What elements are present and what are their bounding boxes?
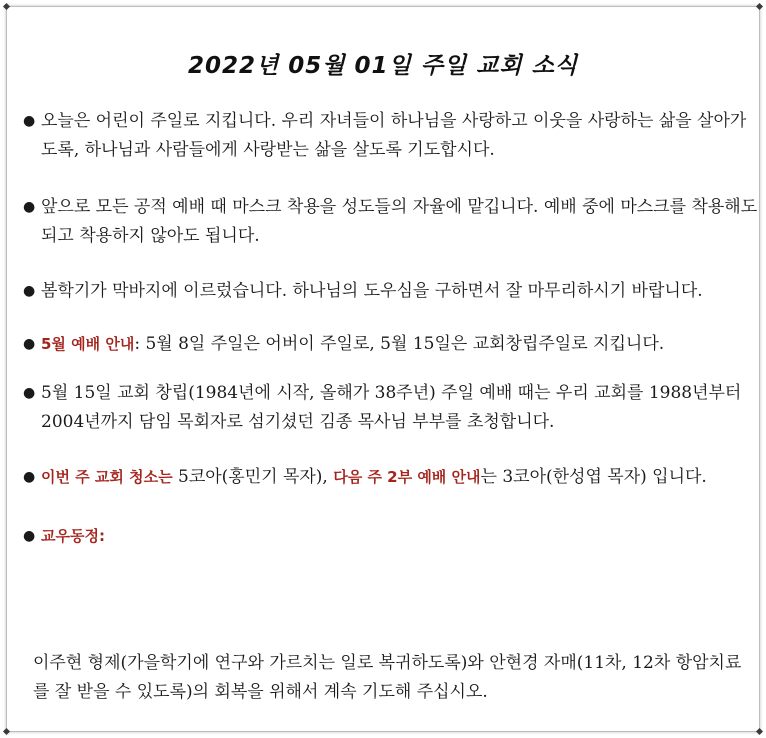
highlight-label: 다음 주 2부 예배 안내 xyxy=(333,468,481,486)
corner-ornament xyxy=(3,728,10,735)
news-item xyxy=(19,193,759,251)
bullet-icon: ● xyxy=(23,528,36,544)
prayer-request-text: 이주현 형제(가을학기에 연구와 가르치는 일로 복귀하도록)와 안현경 자매(11차, 12차 항암치료를 잘 받을 수 있도록)의 회복을 위해서 계속 기도해 주십시오. xyxy=(33,653,742,702)
news-item xyxy=(19,107,759,165)
news-item-text: 5코아(홍민기 목자), xyxy=(172,467,334,487)
news-item-text: 5월 15일 교회 창립(1984년에 시작, 올해가 38주년) 주일 예배 때는 우리 교회를 1988년부터 2004년까지 담임 목회자로 섬기셨던 김종 목사님 부부를 초청합니다. xyxy=(41,383,742,432)
bullet-icon: ● xyxy=(23,469,36,485)
news-list xyxy=(19,107,759,551)
news-item xyxy=(19,277,759,306)
news-item-text: 봄학기가 막바지에 이르렀습니다. 하나님의 도우심을 구하면서 잘 마무리하시기 바랍니다. xyxy=(41,281,703,301)
bulletin-title: 2022년 05월 01일 주일 교회 소식 xyxy=(187,53,579,79)
news-item xyxy=(19,330,759,359)
corner-ornament xyxy=(756,728,763,735)
corner-ornament xyxy=(756,3,763,10)
bulletin-frame xyxy=(6,6,760,732)
bullet-icon: ● xyxy=(23,283,36,299)
bullet-icon: ● xyxy=(23,113,36,129)
news-item xyxy=(19,379,759,437)
highlight-label: 교우동정: xyxy=(41,527,105,545)
news-item xyxy=(19,463,759,492)
bullet-icon: ● xyxy=(23,199,36,215)
news-item-text: 앞으로 모든 공적 예배 때 마스크 착용을 성도들의 자율에 맡깁니다. 예배 중에 마스크를 착용해도 되고 착용하지 않아도 됩니다. xyxy=(41,197,758,246)
corner-ornament xyxy=(3,3,10,10)
bullet-icon: ● xyxy=(23,336,36,352)
highlight-label: 이번 주 교회 청소는 xyxy=(41,468,173,486)
news-item xyxy=(19,522,759,551)
news-item-text: 는 3코아(한성엽 목자) 입니다. xyxy=(480,467,707,487)
news-item-text: 오늘은 어린이 주일로 지킵니다. 우리 자녀들이 하나님을 사랑하고 이웃을 사랑하는 삶을 살아가도록, 하나님과 사람들에게 사랑받는 삶을 살도록 기도합시다. xyxy=(41,111,747,160)
news-item-text: : 5월 8일 주일은 어버이 주일로, 5월 15일은 교회창립주일로 지킵니다. xyxy=(134,334,665,354)
highlight-label: 5월 예배 안내 xyxy=(41,335,135,353)
bullet-icon: ● xyxy=(23,385,36,401)
